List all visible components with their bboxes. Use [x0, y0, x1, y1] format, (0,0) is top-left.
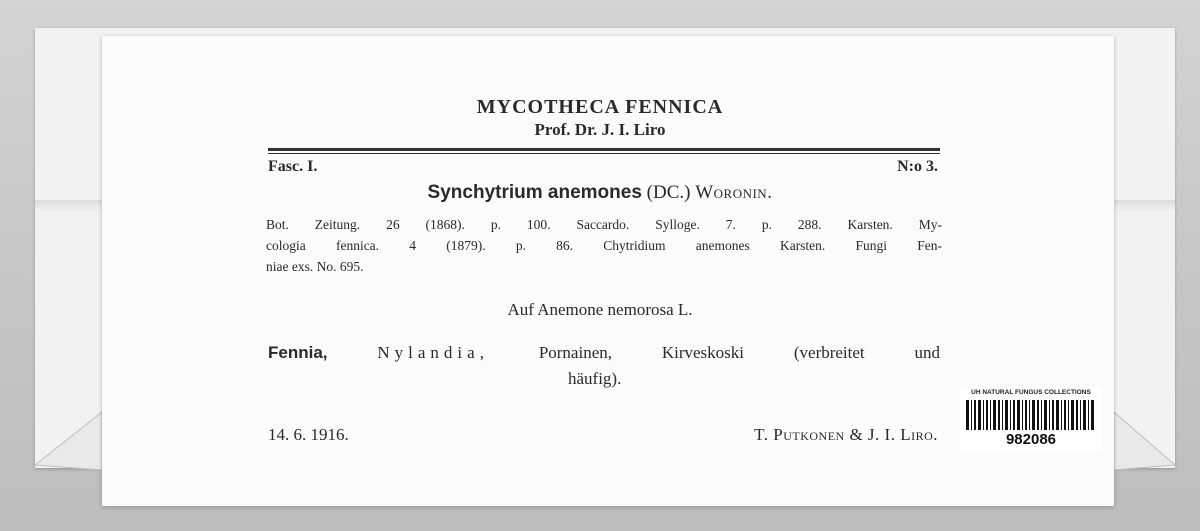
literature-references [266, 214, 942, 277]
barcode-sticker [960, 386, 1102, 452]
barcode-caption: UH NATURAL FUNGUS COLLECTIONS [971, 389, 1091, 396]
barcode-icon [966, 400, 1096, 430]
fascicle-label: Fasc. I. [268, 158, 318, 175]
barcode-number: 982086 [1005, 431, 1057, 448]
right-flap [1114, 412, 1175, 470]
locality-detail: Pornainen, Kirveskoski (verbreitet und [538, 343, 941, 362]
locality-block [268, 340, 940, 392]
reference-line: niae exs. No. 695. [266, 259, 364, 274]
locality-detail-continued: häufig). [568, 369, 622, 388]
collection-date: 14. 6. 1916. [268, 425, 349, 444]
collection-editor: Prof. Dr. J. I. Liro [534, 120, 666, 139]
locality-line [268, 340, 940, 366]
species-line [0, 182, 1200, 204]
host-plant: Auf Anemone nemorosa L. [507, 300, 693, 319]
header-rule-thin [268, 153, 940, 154]
specimen-number: N:o 3. [897, 158, 938, 175]
locality-country: Fennia, [268, 343, 328, 362]
species-author: Woronin. [695, 182, 773, 203]
species-name: Synchytrium anemones [427, 182, 642, 203]
reference-line: Bot. Zeitung. 26 (1868). p. 100. Saccardo. Sylloge. 7. p. 288. Karsten. My- [266, 217, 942, 232]
left-flap [35, 412, 102, 470]
header-rule-thick [268, 148, 940, 151]
collection-title: MYCOTHECA FENNICA [476, 96, 724, 118]
collectors: T. Putkonen & J. I. Liro. [754, 425, 938, 444]
locality-region: Nylandia, [377, 343, 489, 362]
reference-line: cologia fennica. 4 (1879). p. 86. Chytridium anemones Karsten. Fungi Fen- [266, 238, 942, 253]
species-basionym-author: (DC.) [646, 182, 691, 203]
